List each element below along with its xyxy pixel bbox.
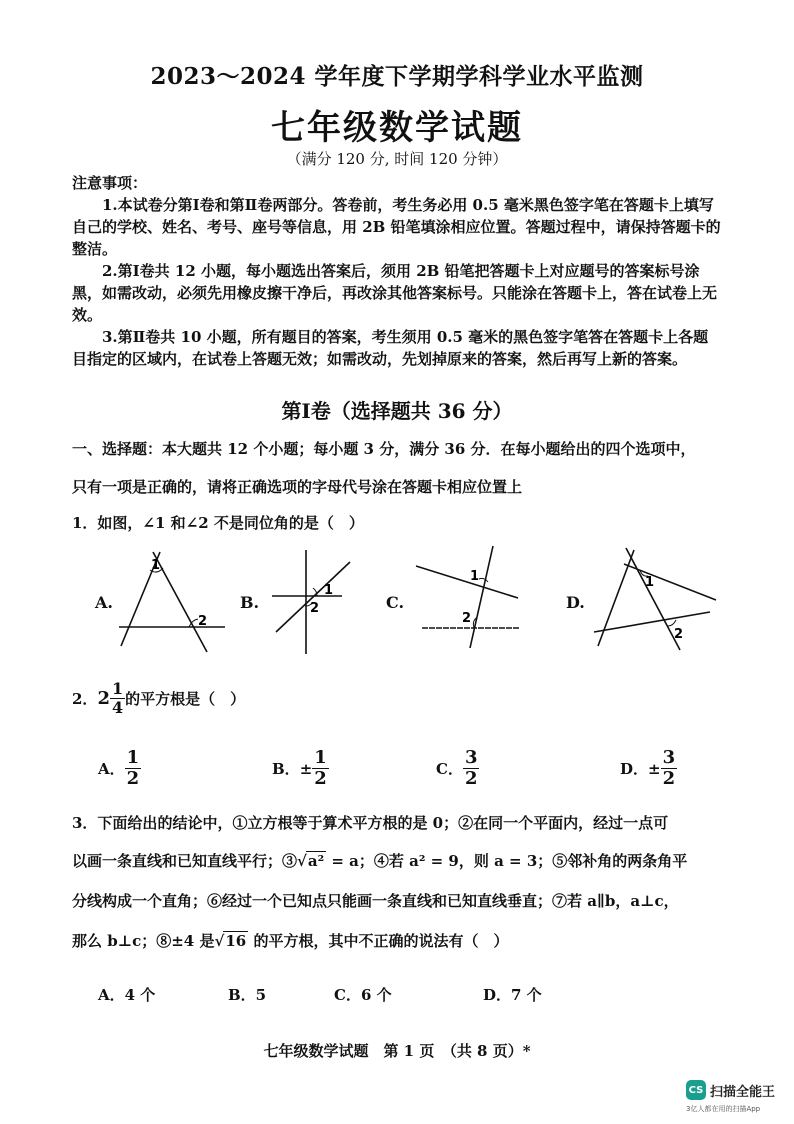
q3-line-3: 分线构成一个直角；⑥经过一个已知点只能画一条直线和已知直线垂直；⑦若 a∥b，a⊥c，: [72, 892, 679, 910]
q1-c-angle-1: 1: [470, 569, 480, 584]
q1-b-angle-2: 2: [310, 601, 320, 616]
q2-whole: 2: [97, 687, 110, 709]
instruction-line-1: 一、选择题：本大题共 12 个小题；每小题 3 分，满分 36 分．在每小题给出的四个选项中，: [72, 440, 696, 458]
q2-option-a: [98, 748, 141, 789]
score-time: （满分 120 分, 时间 120 分钟）: [286, 150, 508, 168]
q3-option-b: B．5: [228, 986, 267, 1004]
scanner-tagline: 3亿人都在用的扫描App: [686, 1105, 761, 1113]
scanner-app-name: 扫描全能王: [710, 1084, 776, 1100]
q3-line-1: 3．下面给出的结论中，①立方根等于算术平方根的是 0；②在同一个平面内，经过一点可: [72, 814, 669, 832]
q2-option-a-num: 1: [126, 747, 140, 768]
q3-line-2a: 以画一条直线和已知直线平行；③: [72, 852, 298, 870]
q2-option-d-den: 2: [662, 768, 676, 789]
q2-option-c-den: 2: [464, 768, 478, 789]
sqrt-icon: √: [214, 932, 225, 950]
q2-option-a-frac: [125, 748, 142, 789]
q1-a-angle-2: 2: [198, 614, 208, 629]
instruction-line-2: 只有一项是正确的，请将正确选项的字母代号涂在答题卡相应位置上: [72, 478, 523, 496]
q1-c-angle-2: 2: [462, 611, 472, 626]
q3-line-4: [72, 930, 772, 952]
note-item-1: 1.本试卷分第Ⅰ卷和第Ⅱ卷两部分。答卷前，考生务必用 0.5 毫米黑色签字笔在答题卡上填写自己的学校、姓名、考号、座号等信息，用 2B 铅笔填涂相应位置。答题过程中，请保持答题卡的整洁。: [72, 196, 721, 258]
note-item-3: 3.第Ⅱ卷共 10 小题，所有题目的答案，考生须用 0.5 毫米的黑色签字笔答在答题卡上各题目指定的区域内，在试卷上答题无效；如需改动，先划掉原来的答案，然后再写上新的答案。: [72, 328, 709, 368]
sqrt-icon: √: [297, 852, 307, 870]
q2-stem-tail: 的平方根是（ ）: [125, 689, 246, 708]
q1-d-angle-2: 2: [674, 627, 684, 642]
q3-line-4b: 的平方根，其中不正确的说法有（ ）: [248, 932, 509, 950]
q2-option-d-sign: ±: [648, 759, 661, 778]
q2-option-b-label: B．: [272, 760, 300, 778]
q2-option-c-num: 3: [464, 747, 478, 768]
q1-option-d-label: D.: [566, 593, 585, 612]
q2-frac-den: 4: [111, 698, 124, 717]
q3-line-2-sqrt: a²: [307, 852, 325, 870]
q2-option-b-sign: ±: [299, 759, 313, 778]
q2-option-b-num: 1: [314, 747, 327, 768]
q1-d-angle-1: 1: [645, 575, 655, 590]
section-title: 第Ⅰ卷（选择题共 36 分）: [281, 399, 513, 423]
q1-figure-d: [590, 546, 720, 656]
q2-option-d-label: D．: [620, 760, 649, 778]
q2-stem: [72, 680, 245, 717]
q2-option-c-label: C．: [436, 760, 463, 778]
q2-fraction: [110, 680, 125, 717]
q2-option-b: [272, 748, 329, 789]
scanner-watermark: [686, 1080, 775, 1100]
q1-figure-c: [408, 542, 528, 652]
q1-option-c-label: C.: [386, 593, 405, 612]
q2-option-a-label: A．: [98, 760, 125, 778]
q2-option-b-den: 2: [314, 768, 327, 789]
q3-line-2: [72, 850, 772, 872]
camscanner-logo-icon: CS: [686, 1080, 706, 1100]
note-item-2: 2.第Ⅰ卷共 12 小题，每小题选出答案后，须用 2B 铅笔把答题卡上对应题号的答案标号涂黑，如需改动，必须先用橡皮擦干净后，再改涂其他答案标号。只能涂在答题卡上，答在试卷上无效。: [72, 262, 718, 324]
q1-figure-b: [262, 548, 362, 658]
q3-option-c: C．6 个: [334, 986, 392, 1004]
q2-number: 2．: [72, 689, 98, 708]
q2-option-c-frac: [463, 748, 480, 789]
q2-option-b-frac: [312, 748, 329, 789]
q2-option-a-den: 2: [126, 768, 140, 789]
subject-title: 七年级数学试题: [271, 108, 523, 148]
q1-stem: 1．如图，∠1 和∠2 不是同位角的是（ ）: [72, 514, 364, 532]
q3-option-a: A．4 个: [98, 986, 156, 1004]
notes-heading: 注意事项：: [72, 174, 148, 192]
q1-option-b-label: B.: [240, 593, 260, 612]
q1-a-angle-1: 1: [151, 558, 161, 573]
q2-option-c: [436, 748, 479, 789]
q3-line-4-sqrt: 16: [225, 932, 247, 950]
q1-b-angle-1: 1: [324, 583, 334, 598]
q3-line-2b: = a；④若 a² = 9，则 a = 3；⑤邻补角的两条角平: [326, 852, 688, 870]
page-footer: 七年级数学试题 第 1 页 （共 8 页）*: [263, 1042, 531, 1060]
q1-option-a-label: A.: [95, 593, 113, 612]
q1-figure-a: [115, 548, 235, 654]
q3-line-4a: 那么 b⊥c；⑧±4 是: [72, 932, 215, 950]
exam-title: 2023～2024 学年度下学期学科学业水平监测: [150, 63, 644, 90]
q3-option-d: D．7 个: [483, 986, 542, 1004]
q2-option-d-num: 3: [662, 747, 676, 768]
q2-frac-num: 1: [111, 679, 124, 698]
q2-option-d: [620, 748, 677, 789]
q2-option-d-frac: [661, 748, 678, 789]
